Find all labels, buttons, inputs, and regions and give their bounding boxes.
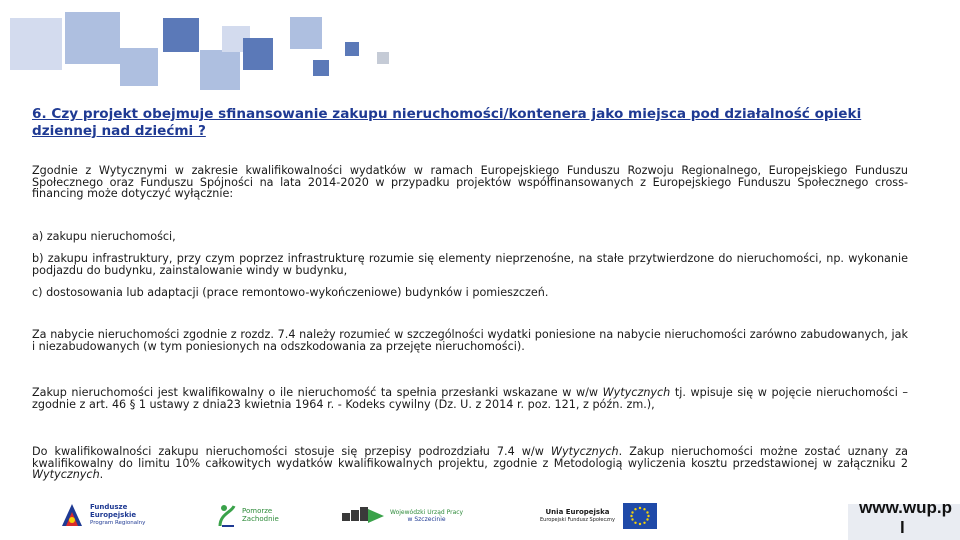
decor-square: [65, 12, 120, 64]
paragraph-eligibility: Zakup nieruchomości jest kwalifikowalny o ile nieruchomość ta spełnia przesłanki wskazane w w/w Wytycznych tj. wpisuje się w pojęcie nieruchomości – zgodnie z art. 46 § 1 ustawy z dnia23 kwietnia 1964 r. - Kodeks cywilny (Dz. U. z 2014 r. poz. 121, z późn. zm.),: [32, 386, 908, 411]
logo-pomorze-zachodnie: Pomorze Zachodnie: [216, 502, 279, 528]
logo-wup-szczecin: Wojewódzki Urząd Pracy w Szczecinie: [340, 505, 463, 527]
decor-square: [313, 60, 329, 76]
paragraph-limit: Do kwalifikowalności zakupu nieruchomości stosuje się przepisy podrozdziału 7.4 w/w Wytycznych. Zakup nieruchomości możne zostać uznany za kwalifikowalny do limitu 10% całkowitych wydatków kwalifikowalnych projektu, zgodnie z Metodologią wyliczenia kosztu przedstawionej w załączniku 2 Wytycznych.: [32, 445, 908, 481]
decor-square: [120, 48, 158, 86]
decor-square: [163, 18, 199, 52]
website-url[interactable]: www.wup.p: [859, 498, 952, 517]
eu-flag-icon: [623, 503, 657, 529]
list-item-c: c) dostosowania lub adaptacji (prace remontowo-wykończeniowe) budynków i pomieszczeń.: [32, 286, 549, 299]
list-item-b: b) zakupu infrastruktury, przy czym poprzez infrastrukturę rozumie się elementy nieprzenośne, na stałe przytwierdzone do nieruchomości, np. wykonanie podjazdu do budynku, zainstalowanie windy w budynku,: [32, 252, 908, 277]
logo-unia-europejska: Unia Europejska Europejski Fundusz Społeczny: [540, 503, 657, 529]
paragraph-intro: Zgodnie z Wytycznymi w zakresie kwalifikowalności wydatków w ramach Europejskiego Funduszu Rozwoju Regionalnego, Europejskiego Funduszu Społecznego oraz Funduszu Spójności na lata 2014-2020 w przypadku projektów współfinansowanych z Europejskiego Funduszu Społecznego cross-financing może dotyczyć wyłącznie:: [32, 164, 908, 200]
page-title: 6. Czy projekt obejmuje sfinansowanie zakupu nieruchomości/kontenera jako miejsca pod działalność opieki dziennej nad dziećmi ?: [32, 106, 862, 139]
decor-square: [377, 52, 389, 64]
decor-square: [10, 18, 62, 70]
pomorze-icon: [216, 502, 238, 528]
decor-square: [200, 50, 240, 90]
wup-icon: [340, 505, 386, 527]
logo-fundusze-europejskie: Fundusze Europejskie Program Regionalny: [58, 500, 145, 530]
decor-square: [290, 17, 322, 49]
fe-star-icon: [58, 500, 84, 530]
website-url-tail[interactable]: l: [900, 518, 905, 537]
list-item-a: a) zakupu nieruchomości,: [32, 230, 176, 243]
decor-square: [243, 38, 273, 70]
decor-square: [345, 42, 359, 56]
paragraph-acquisition: Za nabycie nieruchomości zgodnie z rozdz. 7.4 należy rozumieć w szczególności wydatki poniesione na nabycie nieruchomości zarówno zabudowanych, jak i niezabudowanych (w tym poniesionych na odszkodowania za przejęte nieruchomości).: [32, 328, 908, 353]
